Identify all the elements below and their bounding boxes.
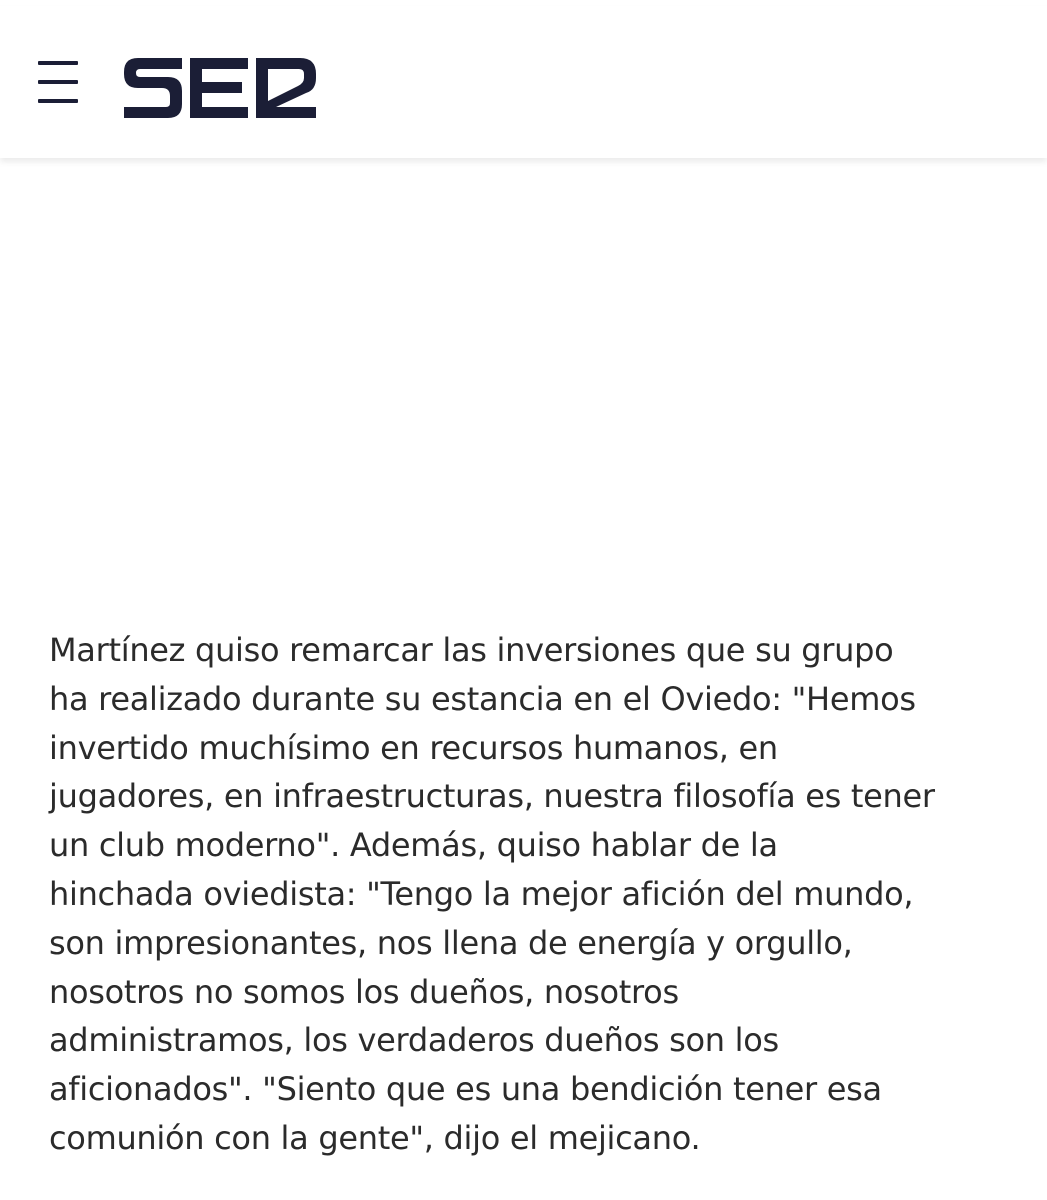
article-line: hinchada oviedista: "Tengo la mejor afición del mundo,: [49, 874, 914, 913]
hamburger-menu-icon-bar: [38, 99, 78, 103]
menu-button[interactable]: [36, 58, 80, 106]
article-line: invertido muchísimo en recursos humanos, en: [49, 728, 778, 767]
hamburger-menu-icon: [38, 61, 78, 65]
article-paragraph: [49, 626, 1009, 1163]
article-line: un club moderno". Además, quiso hablar de la: [49, 826, 778, 865]
article-line: nosotros no somos los dueños, nosotros: [49, 972, 679, 1011]
article-line: jugadores, en infraestructuras, nuestra filosofía es tener: [49, 777, 935, 816]
ad-placeholder: [0, 170, 1047, 600]
article-line: administramos, los verdaderos dueños son los: [49, 1021, 779, 1060]
article-line: comunión con la gente", dijo el mejicano.: [49, 1118, 701, 1157]
ser-logo[interactable]: [124, 58, 318, 120]
article-line: son impresionantes, nos llena de energía y orgullo,: [49, 923, 853, 962]
article-line: Martínez quiso remarcar las inversiones que su grupo: [49, 631, 894, 669]
hamburger-menu-icon-bar: [38, 80, 78, 84]
article-line: ha realizado durante su estancia en el Oviedo: "Hemos: [49, 679, 916, 718]
ser-logo-icon: [124, 58, 318, 120]
article-line: aficionados". "Siento que es una bendición tener esa: [49, 1070, 882, 1109]
site-header: [0, 6, 1047, 158]
